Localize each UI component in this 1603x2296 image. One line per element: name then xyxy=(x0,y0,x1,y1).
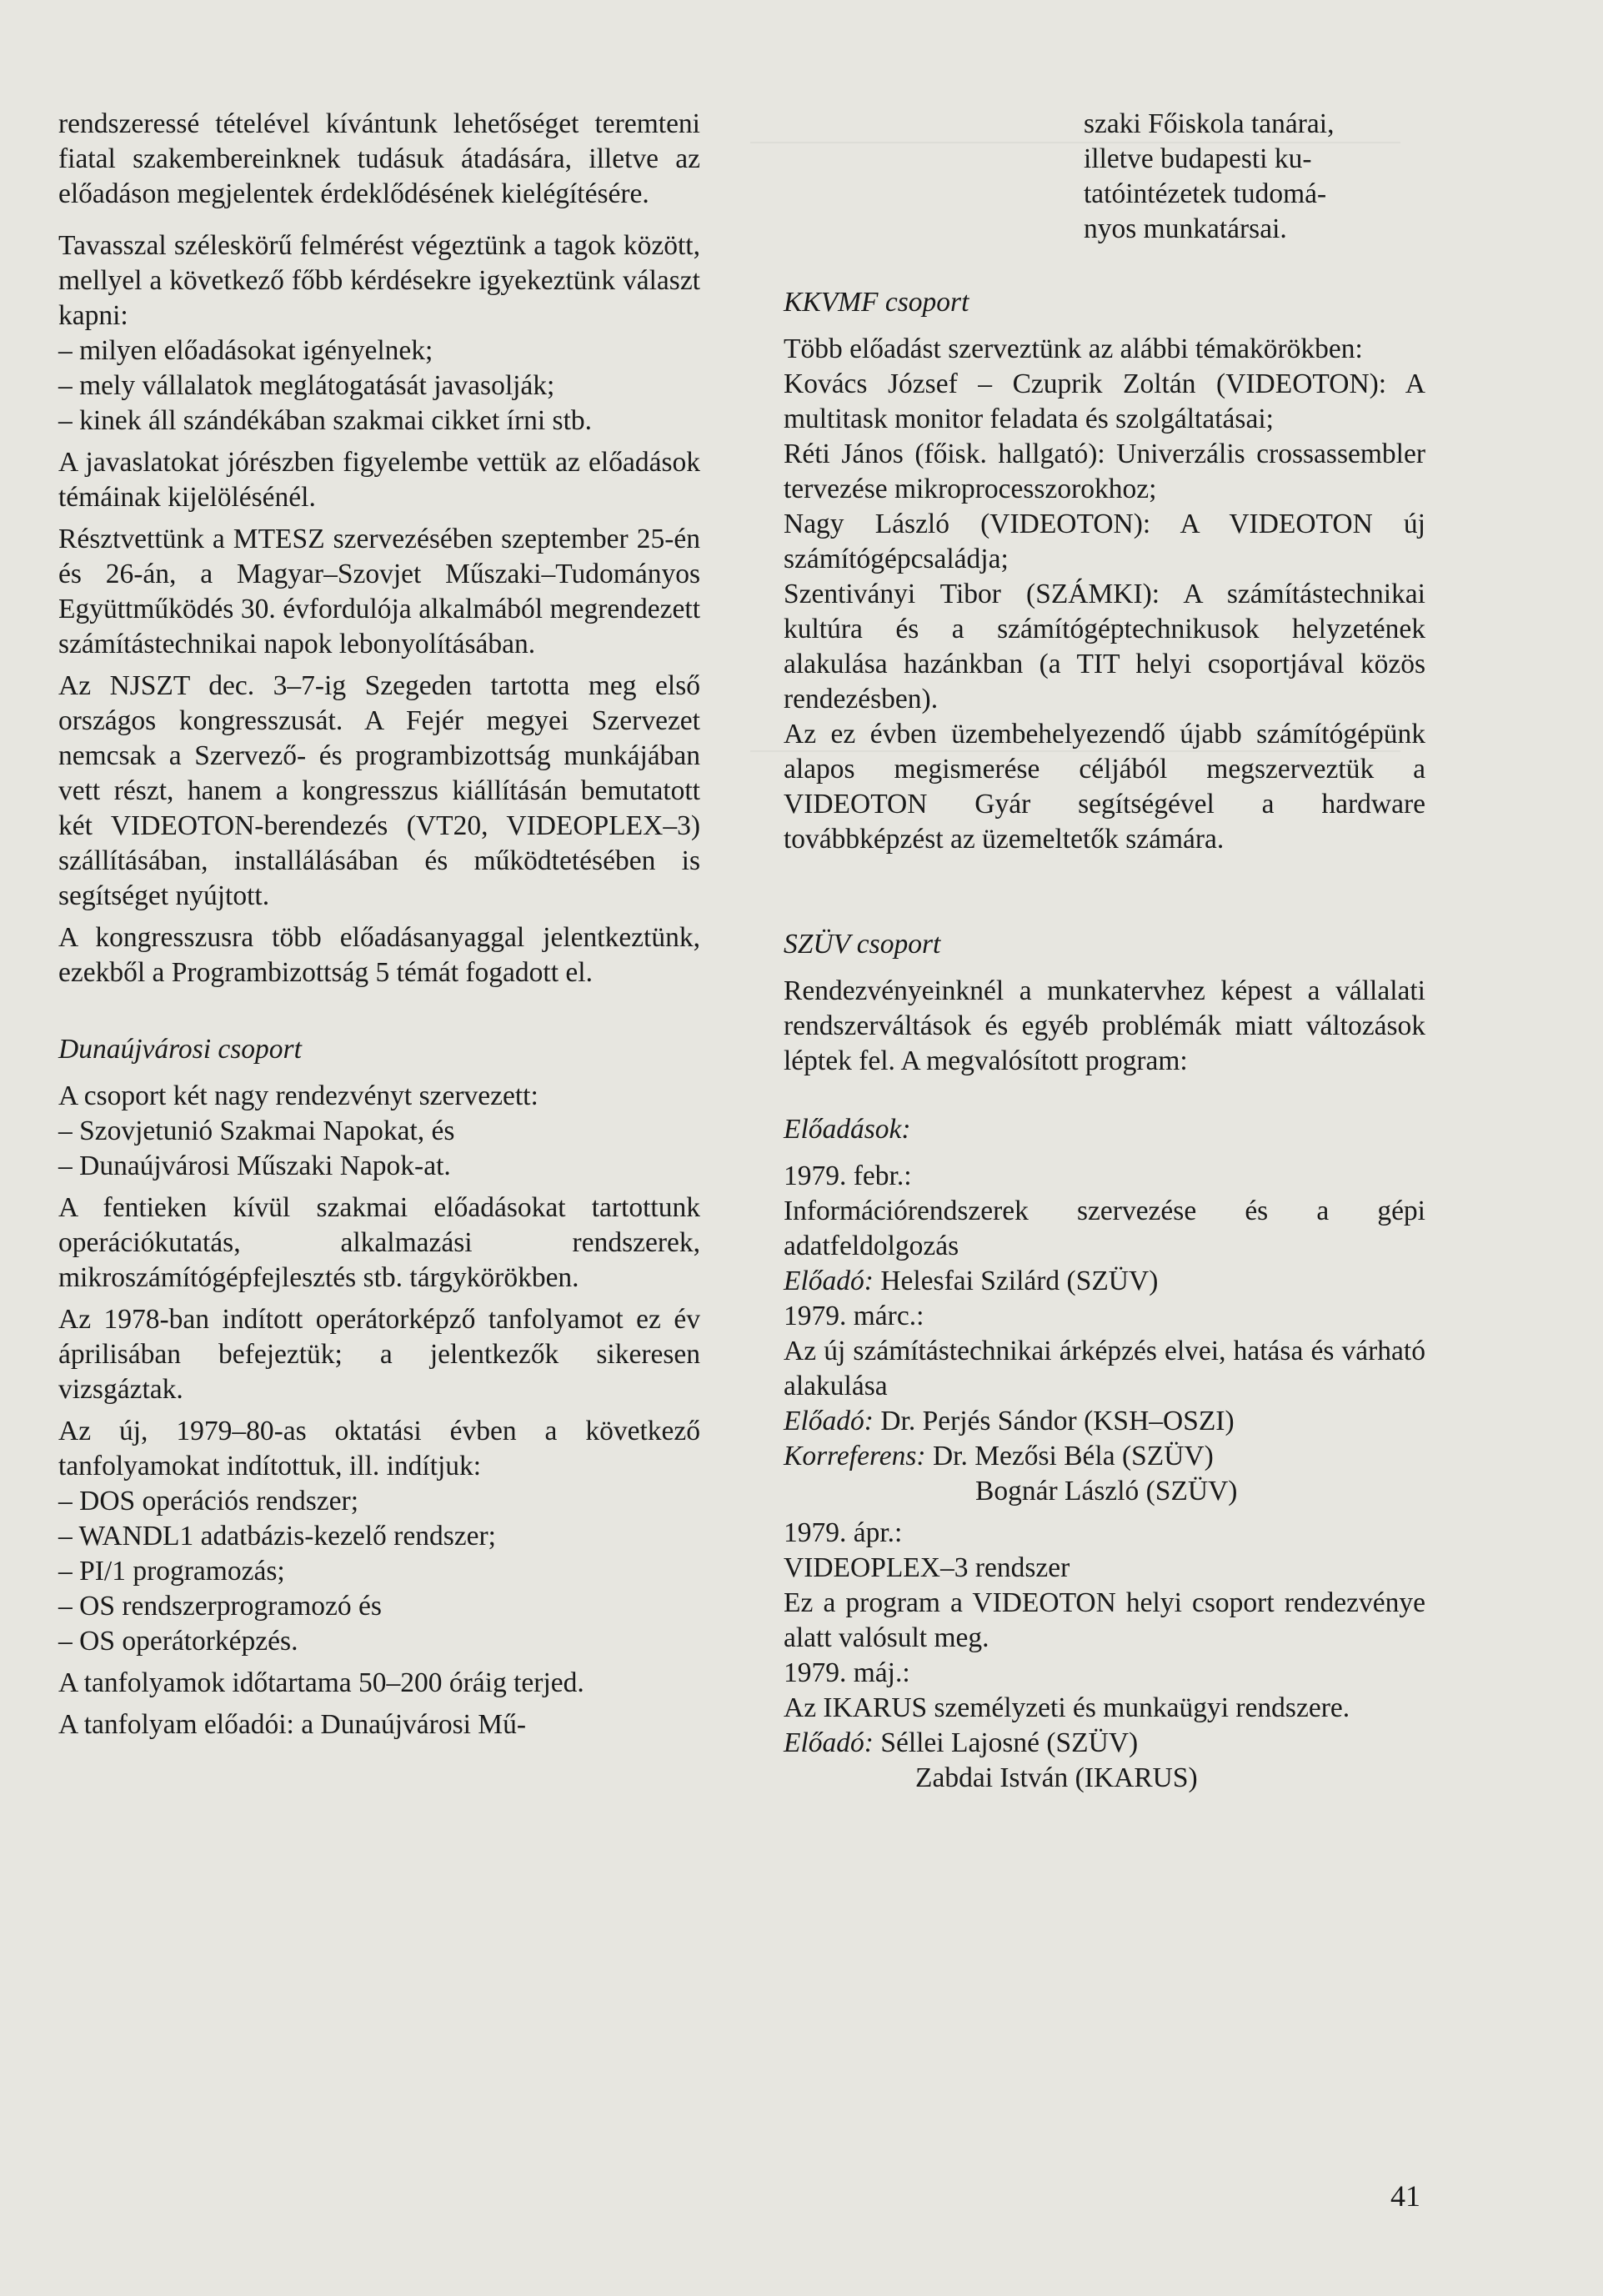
section-heading: KKVMF csoport xyxy=(784,287,969,318)
paragraph: A tanfolyam előadói: a Dunaújvárosi Mű- xyxy=(58,1709,526,1740)
paragraph: Nagy László (VIDEOTON): A VIDEOTON új számítógépcsaládja; xyxy=(784,509,1425,574)
paragraph: Tavasszal széleskörű felmérést végeztünk a tagok között, mellyel a következő főbb kérdésekre igyekeztünk választ kapni: xyxy=(58,230,700,331)
paragraph: A fentieken kívül szakmai előadásokat tartottunk operációkutatás, alkalmazási rendszerek, mikroszámítógépfejlesztés stb. tárgykörökben. xyxy=(58,1192,700,1293)
lecture-speaker xyxy=(784,1264,1425,1299)
speaker-name: Zabdai István (IKARUS) xyxy=(915,1762,1198,1793)
paragraph: A tanfolyamok időtartama 50–200 óráig terjed. xyxy=(58,1667,584,1698)
list-item: – kinek áll szándékában szakmai cikket írni stb. xyxy=(58,404,700,439)
text-line: nyos munkatársai. xyxy=(1084,213,1287,244)
continued-paragraph xyxy=(784,107,1425,247)
paragraph: A csoport két nagy rendezvényt szervezett: xyxy=(58,1080,539,1111)
lecture-note: Ez a program a VIDEOTON helyi csoport rendezvénye alatt valósult meg. xyxy=(784,1587,1425,1653)
lecture-date: 1979. ápr.: xyxy=(784,1517,903,1548)
speaker-name: Dr. Perjés Sándor (KSH–OSZI) xyxy=(880,1406,1235,1436)
section-heading: Dunaújvárosi csoport xyxy=(58,1034,302,1065)
lecture-title: Információrendszerek szervezése és a gépi adatfeldolgozás xyxy=(784,1196,1425,1261)
list-item: – WANDL1 adatbázis-kezelő rendszer; xyxy=(58,1519,700,1554)
lecture-date: 1979. márc.: xyxy=(784,1301,924,1331)
paragraph: Az új, 1979–80-as oktatási évben a következő tanfolyamokat indítottuk, ill. indítjuk: xyxy=(58,1416,700,1481)
paragraph: Az ez évben üzembehelyezendő újabb számítógépünk alapos megismerése céljából megszerveztük a VIDEOTON Gyár segítségével a hardware továbbképzést az üzemeltetők számára. xyxy=(784,719,1425,855)
paragraph: rendszeressé tételével kívántunk lehetőséget teremteni fiatal szakembereinknek tudásuk átadására, illetve az előadáson megjelentek érdeklődésének kielégítésére. xyxy=(58,108,700,209)
list-item: – Szovjetunió Szakmai Napokat, és xyxy=(58,1114,700,1149)
lecture-speaker xyxy=(784,1726,1425,1761)
paragraph: Rendezvényeinknél a munkatervhez képest a vállalati rendszerváltások és egyéb problémák miatt változások léptek fel. A megvalósított program: xyxy=(784,975,1425,1076)
list-item: – OS operátorképzés. xyxy=(58,1624,700,1659)
paragraph: Több előadást szerveztünk az alábbi témakörökben: xyxy=(784,333,1363,364)
courses-list xyxy=(58,1484,700,1659)
lecture-title: Az új számítástechnikai árképzés elvei, hatása és várható alakulása xyxy=(784,1336,1425,1401)
list-item: – Dunaújvárosi Műszaki Napok-at. xyxy=(58,1149,700,1184)
list-item: – milyen előadásokat igényelnek; xyxy=(58,333,700,368)
paragraph: Kovács József – Czuprik Zoltán (VIDEOTON): A multitask monitor feladata és szolgáltatásai; xyxy=(784,368,1425,434)
speaker-name: Séllei Lajosné (SZÜV) xyxy=(880,1727,1139,1758)
page-number: 41 xyxy=(1390,2179,1420,2213)
subsection-heading: Előadások: xyxy=(784,1114,911,1145)
lecture-date: 1979. febr.: xyxy=(784,1161,912,1191)
list-item: – DOS operációs rendszer; xyxy=(58,1484,700,1519)
text-line: szaki Főiskola tanárai, xyxy=(1084,108,1335,139)
speaker-label: Előadó: xyxy=(784,1727,874,1758)
list-item: – PI/1 programozás; xyxy=(58,1554,700,1589)
paragraph: Az 1978-ban indított operátorképző tanfolyamot ez év áprilisában befejeztük; a jelentkezők sikeresen vizsgáztak. xyxy=(58,1304,700,1405)
paragraph: A javaslatokat jórészben figyelembe vettük az előadások témáinak kijelölésénél. xyxy=(58,447,700,513)
paragraph: Résztvettünk a MTESZ szervezésében szeptember 25-én és 26-án, a Magyar–Szovjet Műszaki–Tudományos Együttműködés 30. évfordulója alkalmából megrendezett számítástechnikai napok lebonyolításában. xyxy=(58,524,700,659)
lecture-date: 1979. máj.: xyxy=(784,1657,910,1688)
survey-list xyxy=(58,333,700,439)
paragraph: A kongresszusra több előadásanyaggal jelentkeztünk, ezekből a Programbizottság 5 témát fogadott el. xyxy=(58,922,700,988)
paragraph: Réti János (főisk. hallgató): Univerzális crossassembler tervezése mikroprocesszorokhoz; xyxy=(784,439,1425,504)
paragraph: Szentiványi Tibor (SZÁMKI): A számítástechnikai kultúra és a számítógéptechnikusok helyzetének alakulása hazánkban (a TIT helyi csoportjával közös rendezésben). xyxy=(784,579,1425,714)
lecture-coreferent xyxy=(784,1439,1425,1474)
lecture-title: VIDEOPLEX–3 rendszer xyxy=(784,1552,1070,1583)
left-column xyxy=(58,107,700,1742)
speaker-name: Helesfai Szilárd (SZÜV) xyxy=(880,1266,1159,1296)
coreferent-name: Bognár László (SZÜV) xyxy=(975,1476,1238,1506)
list-item: – OS rendszerprogramozó és xyxy=(58,1589,700,1624)
coreferent-label: Korreferens: xyxy=(784,1441,926,1471)
events-list xyxy=(58,1114,700,1184)
coreferent-name: Dr. Mezősi Béla (SZÜV) xyxy=(932,1441,1214,1471)
section-heading: SZÜV csoport xyxy=(784,929,941,960)
text-line: illetve budapesti ku- xyxy=(1084,143,1312,174)
lecture-speaker xyxy=(784,1404,1425,1439)
list-item: – mely vállalatok meglátogatását javasolják; xyxy=(58,368,700,404)
speaker-label: Előadó: xyxy=(784,1406,874,1436)
lecture-title: Az IKARUS személyzeti és munkaügyi rendszere. xyxy=(784,1692,1350,1723)
paragraph: Az NJSZT dec. 3–7-ig Szegeden tartotta meg első országos kongresszusát. A Fejér megyei Szervezet nemcsak a Szervező- és programbizottság munkájában vett részt, hanem a kongresszus kiállításán bemutatott két VIDEOTON-berendezés (VT20, VIDEOPLEX–3) szállításában, installálásában és működtetésében is segítséget nyújtott. xyxy=(58,670,700,911)
speaker-label: Előadó: xyxy=(784,1266,874,1296)
right-column xyxy=(784,107,1425,1796)
text-line: tatóintézetek tudomá- xyxy=(1084,178,1327,209)
